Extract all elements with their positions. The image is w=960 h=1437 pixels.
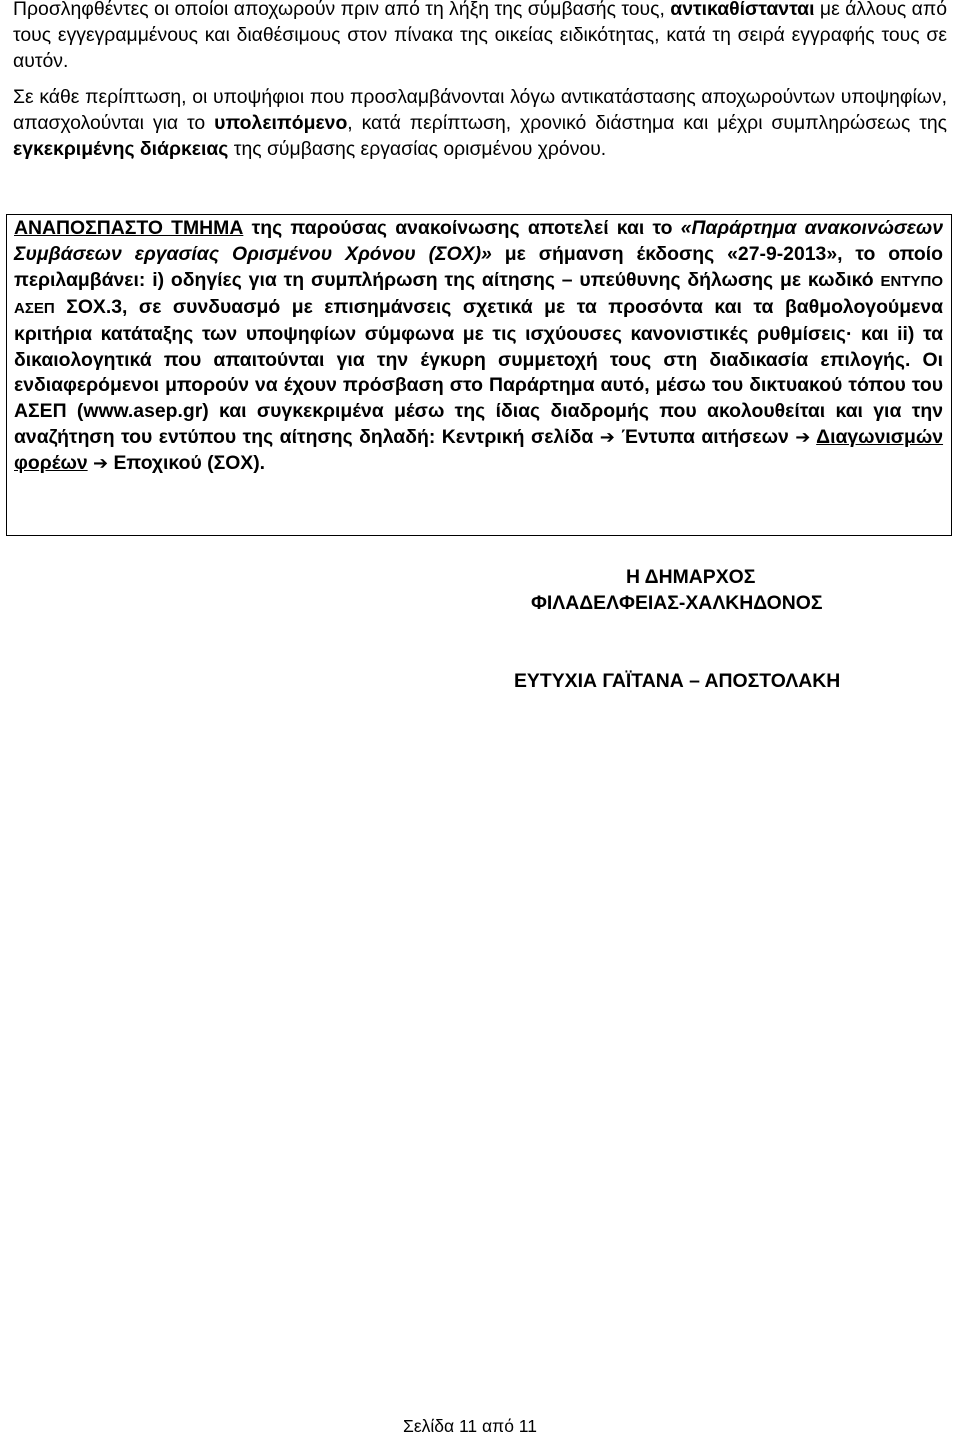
detachable-section-box xyxy=(6,214,952,536)
detachable-section-text xyxy=(14,216,943,477)
arrow-right-icon: ➔ xyxy=(599,427,615,449)
bold-text: αντικαθίστανται xyxy=(670,0,815,20)
signatory-title: Η ΔΗΜΑΡΧΟΣ xyxy=(626,566,756,588)
text: Σε κάθε περίπτωση, οι υποψήφιοι που προσλαμβάνονται λόγω αντικατάστασης αποχωρούντων υποψηφίων, απασχολούνται για το xyxy=(13,86,947,134)
text: , κατά περίπτωση, χρονικό διάστημα και μέχρι συμπληρώσεως της xyxy=(347,111,948,134)
paragraph-duration xyxy=(13,85,947,163)
path-step: Κεντρική σελίδα xyxy=(441,426,594,449)
text: της σύμβασης εργασίας ορισμένου χρόνου. xyxy=(228,137,607,160)
text: με άλλους από τους εγγεγραμμένους και διαθέσιμους στον πίνακα της οικείας ειδικότητας, κατά τη σειρά εγγραφής τους σε αυτόν. xyxy=(13,0,947,72)
path-step: Διαγωνισμών φορέων xyxy=(14,426,944,475)
municipality-name: ΦΙΛΑΔΕΛΦΕΙΑΣ-ΧΑΛΚΗΔΟΝΟΣ xyxy=(531,592,823,614)
section-heading: ΑΝΑΠΟΣΠΑΣΤΟ ΤΜΗΜΑ xyxy=(14,217,244,239)
page-number: Σελίδα 11 από 11 xyxy=(403,1416,537,1436)
signatory-name: ΕΥΤΥΧΙΑ ΓΑΪΤΑΝΑ – ΑΠΟΣΤΟΛΑΚΗ xyxy=(514,670,841,692)
annex-title: «Παράρτημα ανακοινώσεων Συμβάσεων εργασίας Ορισμένου Χρόνου (ΣΟΧ)» xyxy=(14,217,944,265)
text: της παρούσας ανακοίνωσης αποτελεί και το xyxy=(243,217,681,239)
paragraph-replacement xyxy=(13,0,947,75)
bold-text: εγκεκριμένης διάρκειας xyxy=(13,137,229,160)
form-code: ΕΝΤΥΠΟ ΑΣΕΠ xyxy=(14,272,943,317)
path-step: Έντυπα αιτήσεων xyxy=(621,426,789,449)
bold-text: υπολειπόμενο xyxy=(214,111,348,134)
arrow-right-icon: ➔ xyxy=(93,453,109,475)
arrow-right-icon: ➔ xyxy=(795,427,811,449)
text: Προσληφθέντες οι οποίοι αποχωρούν πριν από τη λήξη της σύμβασής τους, xyxy=(13,0,671,20)
text: ΣΟΧ.3, σε συνδυασμό με επισημάνσεις σχετικά με τα προσόντα και τα βαθμολογούμενα κριτήρια κατάταξης των υποψηφίων σύμφωνα με τις ισχύουσες κανονιστικές ρυθμίσεις· και ii) τα δικαιολογητικά που απαιτούνται για την έγκυρη συμμετοχή τους στη διαδικασία επιλογής. Οι ενδιαφερόμενοι μπορούν να έχουν πρόσβαση στο Παράρτημα αυτό, μέσω του δικτυακού τόπου του ΑΣΕΠ (www.asep.gr) και συγκεκριμένα μέσω της ίδιας διαδρομής που ακολουθείται και για την αναζήτηση του εντύπου της αίτησης δηλαδή: xyxy=(14,295,943,449)
text: με σήμανση έκδοσης «27-9-2013», το οποίο περιλαμβάνει: i) οδηγίες για τη συμπλήρωση της αίτησης – υπεύθυνης δήλωσης με κωδικό xyxy=(14,242,943,291)
path-step: Εποχικού (ΣΟΧ). xyxy=(113,452,266,475)
